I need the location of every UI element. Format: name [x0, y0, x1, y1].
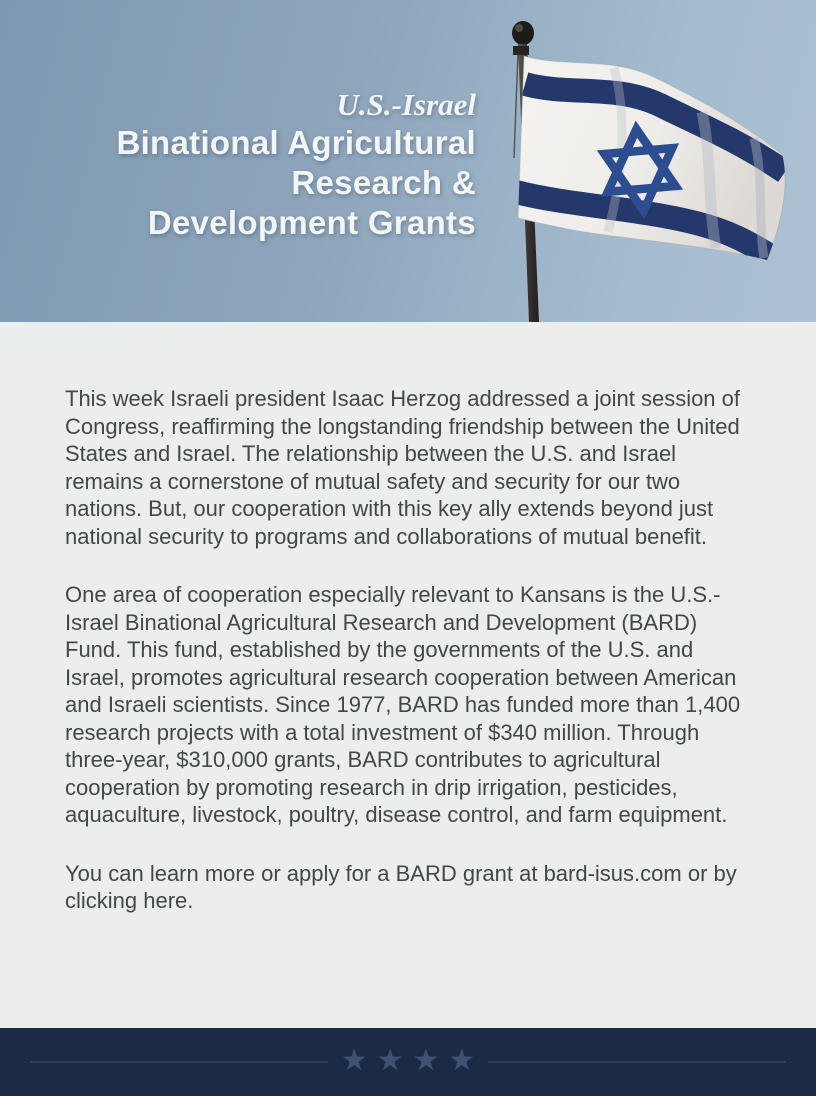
article-paragraph-2: One area of cooperation especially relevant to Kansans is the U.S.-Israel Binational Agricultural Research and Development (BARD) Fund. This fund, established by the governments of the U.S. and Israel, promotes agricultural research cooperation between American and Israeli scientists. Since 1977, BARD has funded more than 1,400 research projects with a total investment of $340 million. Through three-year, $310,000 grants, BARD contributes to agricultural cooperation by promoting research in drip irrigation, pesticides, aquaculture, livestock, poultry, disease control, and farm equipment.	[65, 582, 741, 827]
title-line-2: Research &	[291, 164, 476, 201]
title-line-3: Development Grants	[147, 204, 476, 241]
cta-text-middle: or by	[681, 860, 737, 886]
article-paragraph-cta	[65, 860, 751, 915]
article-body	[0, 322, 816, 1028]
star-icon: ★	[376, 1044, 404, 1077]
cta-text-suffix: .	[187, 888, 194, 913]
footer-stars	[341, 1046, 476, 1076]
bard-website-link[interactable]: bard-isus.com	[543, 860, 682, 886]
israel-flag-photo	[496, 8, 816, 322]
star-icon: ★	[340, 1044, 368, 1077]
flagpole-finial	[512, 21, 534, 45]
hero-banner	[0, 0, 816, 322]
title-line-1: Binational Agricultural	[116, 124, 476, 161]
article-paragraph-1: This week Israeli president Isaac Herzog addressed a joint session of Congress, reaffirming the longstanding friendship between the United States and Israel. The relationship between the U.S. and Israel remains a cornerstone of mutual safety and security for our two nations. But, our cooperation with this key ally extends beyond just national security to programs and collaborations of mutual benefit.	[65, 386, 741, 549]
footer-rule-right	[488, 1061, 786, 1063]
title-script-line: U.S.-Israel	[336, 87, 476, 122]
footer-divider	[30, 1044, 786, 1077]
star-icon: ★	[448, 1044, 476, 1077]
cta-text-prefix: You can learn more or apply for a BARD grant at	[65, 860, 544, 886]
israel-flag	[516, 56, 785, 260]
footer-bar	[0, 1028, 816, 1096]
star-icon: ★	[412, 1044, 440, 1077]
footer-rule-left	[30, 1061, 328, 1063]
clicking-here-link[interactable]: clicking here	[65, 888, 188, 913]
page-title	[116, 87, 476, 243]
